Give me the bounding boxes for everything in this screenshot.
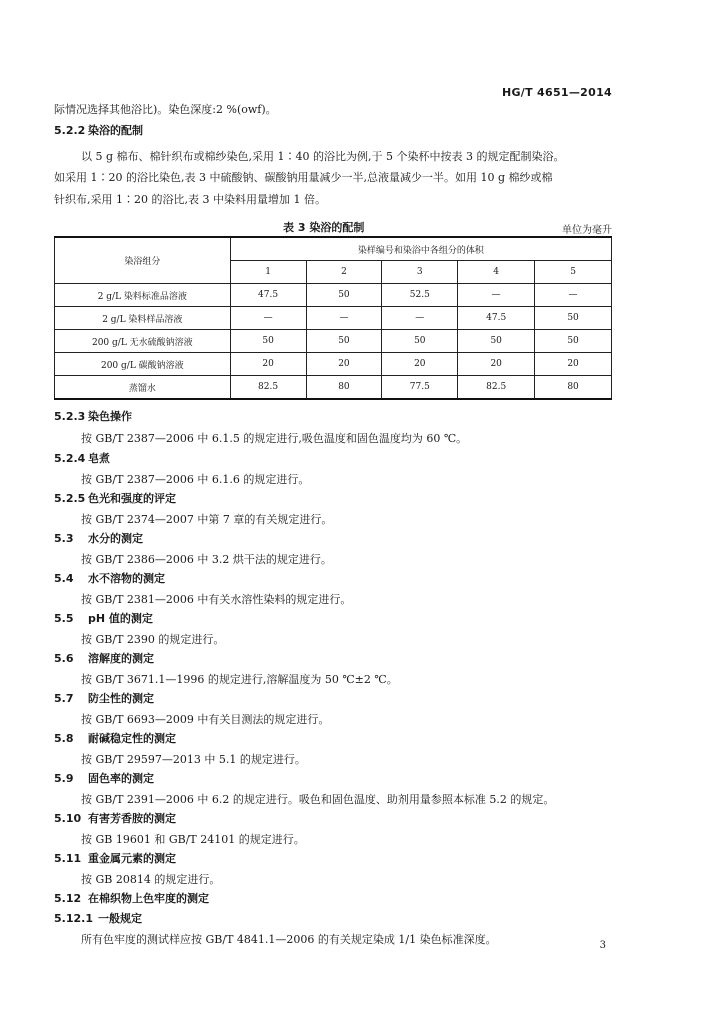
row-label: 2 g/L 染料标准品溶液 xyxy=(55,284,231,307)
section-text: 按 GB 20814 的规定进行。 xyxy=(81,873,221,886)
table-cell: 47.5 xyxy=(230,284,306,307)
table-cell: 20 xyxy=(535,353,612,376)
section-number: 5.6 xyxy=(54,652,74,665)
table-title: 表 3 染浴的配制 xyxy=(283,221,365,234)
table-row xyxy=(55,284,612,307)
page-number: 3 xyxy=(599,940,606,951)
col-header-5: 5 xyxy=(535,261,612,284)
row-label: 蒸馏水 xyxy=(55,376,231,400)
section-title: pH 值的测定 xyxy=(88,612,153,625)
table-cell: 52.5 xyxy=(382,284,458,307)
section-title: 在棉织物上色牢度的测定 xyxy=(88,892,209,905)
table-cell: 50 xyxy=(458,330,535,353)
section-title: 固色率的测定 xyxy=(88,772,154,785)
section-heading xyxy=(54,852,176,866)
section-heading xyxy=(54,892,209,906)
table-cell: 20 xyxy=(382,353,458,376)
section-text: 按 GB/T 2386—2006 中 3.2 烘干法的规定进行。 xyxy=(81,553,332,566)
table-row xyxy=(55,353,612,376)
group-header: 染样编号和染浴中各组分的体积 xyxy=(230,237,611,261)
section-heading xyxy=(54,812,176,826)
col-header-3: 3 xyxy=(382,261,458,284)
col-header-1: 1 xyxy=(230,261,306,284)
section-number: 5.4 xyxy=(54,572,74,585)
section-heading xyxy=(54,732,176,746)
section-title: 重金属元素的测定 xyxy=(88,852,176,865)
section-heading xyxy=(54,612,153,626)
section-heading xyxy=(54,492,176,506)
section-text: 按 GB/T 2387—2006 中 6.1.5 的规定进行,吸色温度和固色温度均为 60 ℃。 xyxy=(81,432,468,445)
section-title: 一般规定 xyxy=(98,912,142,925)
table-cell: 82.5 xyxy=(230,376,306,400)
section-number: 5.7 xyxy=(54,692,74,705)
para-line-1: 以 5 g 棉布、棉针织布或棉纱染色,采用 1∶40 的浴比为例,于 5 个染杯中按表 3 的规定配制染浴。 xyxy=(81,150,565,163)
table-cell: — xyxy=(230,307,306,330)
table-unit: 单位为毫升 xyxy=(562,225,612,236)
table-cell: 20 xyxy=(306,353,382,376)
section-number: 5.2.5 xyxy=(54,492,86,505)
col-header-2: 2 xyxy=(306,261,382,284)
para-line-2: 如采用 1∶20 的浴比染色,表 3 中硫酸钠、碳酸钠用量减少一半,总液量减少一半。如用 10 g 棉纱或棉 xyxy=(54,171,553,184)
section-title: 水不溶物的测定 xyxy=(88,572,165,585)
section-number: 5.5 xyxy=(54,612,74,625)
table-cell: 80 xyxy=(535,376,612,400)
section-heading xyxy=(54,572,165,586)
section-number: 5.10 xyxy=(54,812,82,825)
table-cell: 50 xyxy=(230,330,306,353)
section-heading xyxy=(54,772,154,786)
section-text: 按 GB/T 2390 的规定进行。 xyxy=(81,633,225,646)
section-text: 按 GB/T 2391—2006 中 6.2 的规定进行。吸色和固色温度、助剂用量参照本标准 5.2 的规定。 xyxy=(81,793,555,806)
table-cell: 20 xyxy=(458,353,535,376)
section-title: 水分的测定 xyxy=(88,532,143,545)
table-cell: 47.5 xyxy=(458,307,535,330)
table-cell: 82.5 xyxy=(458,376,535,400)
table-cell: 50 xyxy=(535,330,612,353)
standard-code: HG/T 4651—2014 xyxy=(501,86,612,99)
table-row xyxy=(55,330,612,353)
section-number: 5.2.4 xyxy=(54,452,86,465)
section-5-2-2-heading xyxy=(54,124,143,138)
section-heading xyxy=(54,652,154,666)
section-number: 5.12 xyxy=(54,892,82,905)
table-cell: 50 xyxy=(535,307,612,330)
section-title: 皂煮 xyxy=(88,452,110,465)
section-text: 按 GB/T 2387—2006 中 6.1.6 的规定进行。 xyxy=(81,473,310,486)
table-cell: — xyxy=(306,307,382,330)
section-number: 5.3 xyxy=(54,532,74,545)
section-text: 按 GB/T 6693—2009 中有关目测法的规定进行。 xyxy=(81,713,330,726)
section-text: 按 GB 19601 和 GB/T 24101 的规定进行。 xyxy=(81,833,305,846)
section-number: 5.2.2 xyxy=(54,124,86,137)
table-cell: — xyxy=(382,307,458,330)
table-cell: 20 xyxy=(230,353,306,376)
section-number: 5.8 xyxy=(54,732,74,745)
section-number: 5.12.1 xyxy=(54,912,93,925)
table-cell: — xyxy=(458,284,535,307)
section-number: 5.9 xyxy=(54,772,74,785)
section-text: 按 GB/T 2374—2007 中第 7 章的有关规定进行。 xyxy=(81,513,333,526)
dye-bath-table xyxy=(54,236,612,400)
table-cell: 80 xyxy=(306,376,382,400)
section-text: 所有色牢度的测试样应按 GB/T 4841.1—2006 的有关规定染成 1/1 染色标准深度。 xyxy=(81,933,497,946)
section-text: 按 GB/T 2381—2006 中有关水溶性染料的规定进行。 xyxy=(81,593,352,606)
table-cell: 50 xyxy=(382,330,458,353)
section-heading xyxy=(54,452,110,466)
row-label: 200 g/L 无水硫酸钠溶液 xyxy=(55,330,231,353)
section-number: 5.11 xyxy=(54,852,82,865)
col-header-4: 4 xyxy=(458,261,535,284)
row-label: 200 g/L 碳酸钠溶液 xyxy=(55,353,231,376)
section-heading xyxy=(54,410,132,424)
section-title: 染浴的配制 xyxy=(88,124,143,137)
section-title: 溶解度的测定 xyxy=(88,652,154,665)
row-label: 2 g/L 染料样品溶液 xyxy=(55,307,231,330)
table-row xyxy=(55,307,612,330)
table-cell: — xyxy=(535,284,612,307)
col-header-component: 染浴组分 xyxy=(55,237,231,284)
section-text: 按 GB/T 3671.1—1996 的规定进行,溶解温度为 50 ℃±2 ℃。 xyxy=(81,673,398,686)
section-heading xyxy=(54,692,154,706)
table-cell: 77.5 xyxy=(382,376,458,400)
table-cell: 50 xyxy=(306,330,382,353)
section-title: 染色操作 xyxy=(88,410,132,423)
section-title: 色光和强度的评定 xyxy=(88,492,176,505)
section-heading xyxy=(54,532,143,546)
section-text: 按 GB/T 29597—2013 中 5.1 的规定进行。 xyxy=(81,753,306,766)
table-cell: 50 xyxy=(306,284,382,307)
section-title: 有害芳香胺的测定 xyxy=(88,812,176,825)
table-row xyxy=(55,376,612,400)
para-line-3: 针织布,采用 1∶20 的浴比,表 3 中染料用量增加 1 倍。 xyxy=(54,193,326,206)
section-heading xyxy=(54,912,142,926)
section-title: 防尘性的测定 xyxy=(88,692,154,705)
section-number: 5.2.3 xyxy=(54,410,86,423)
section-title: 耐碱稳定性的测定 xyxy=(88,732,176,745)
intro-line: 际情况选择其他浴比)。染色深度:2 %(owf)。 xyxy=(54,103,277,116)
